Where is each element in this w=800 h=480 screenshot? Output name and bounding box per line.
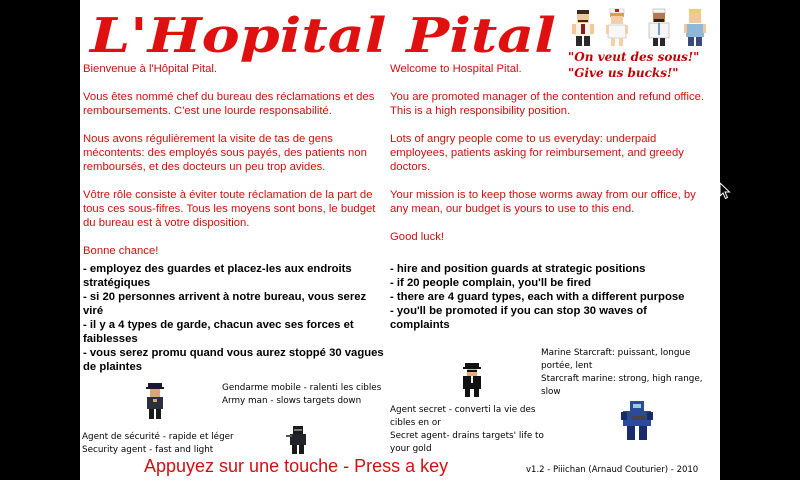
security-agent-caption-fr: Agent de sécurité - rapide et léger bbox=[82, 432, 234, 442]
rule-item: - you'll be promoted if you can stop 30 waves of complaints bbox=[390, 305, 647, 331]
press-any-key-prompt[interactable]: Appuyez sur une touche - Press a key bbox=[144, 456, 449, 476]
english-instructions bbox=[390, 62, 708, 332]
rule-item: - il y a 4 types de garde, chacun avec ses forces et faiblesses bbox=[83, 319, 354, 345]
security-agent-sprite bbox=[285, 425, 311, 455]
rule-item: - employez des guardes et placez-les aux endroits stratégiques bbox=[83, 263, 352, 289]
rule-item: - vous serez promu quand vous aurez stoppé 30 vagues de plaintes bbox=[83, 347, 384, 373]
version-credit: v1.2 - Piiichan (Arnaud Couturier) - 2010 bbox=[526, 465, 699, 475]
rule-item: - hire and position guards at strategic positions bbox=[390, 263, 646, 275]
nurse-sprite bbox=[602, 8, 632, 48]
rule-item: - if 20 people complain, you'll be fired bbox=[390, 277, 592, 289]
welcome-text-en: Welcome to Hospital Pital. bbox=[390, 63, 522, 75]
secret-agent-caption bbox=[390, 404, 560, 456]
security-agent-caption-en: Security agent - fast and light bbox=[82, 445, 214, 455]
starcraft-marine-sprite bbox=[620, 400, 654, 442]
marine-caption bbox=[541, 347, 717, 399]
french-instructions bbox=[83, 62, 388, 374]
intro-text-en: You are promoted manager of the contention and refund office. This is a high responsibility position. bbox=[390, 91, 705, 117]
visits-text-en: Lots of angry people come to us everyday: underpaid employees, patients asking for reimbursement, and greedy doctors. bbox=[390, 133, 684, 173]
mission-text-fr: Vôtre rôle consiste à éviter toute réclamation de la part de tous ces sous-fifres. Tous les moyens sont bons, le budget du bureau est à votre disposition. bbox=[83, 189, 376, 229]
good-luck-text-en: Good luck! bbox=[390, 231, 445, 243]
rule-item: - there are 4 guard types, each with a different purpose bbox=[390, 291, 685, 303]
secret-agent-caption-fr: Agent secret - converti la vie des cibles en or bbox=[390, 405, 536, 428]
quote-fr: "On veut des sous!" bbox=[568, 50, 700, 64]
doctor-sprite bbox=[644, 8, 674, 48]
marine-caption-en: Starcraft marine: strong, high range, slow bbox=[541, 374, 703, 397]
game-title bbox=[88, 2, 558, 62]
mouse-cursor-icon bbox=[719, 182, 731, 200]
secret-agent-sprite bbox=[460, 362, 484, 398]
quote-en: "Give us bucks!" bbox=[568, 66, 679, 80]
army-man-caption bbox=[222, 382, 381, 408]
rule-item: - si 20 personnes arrivent à notre bureau, vous serez viré bbox=[83, 291, 367, 317]
intro-text-fr: Vous êtes nommé chef du bureau des réclamations et des remboursements. C'est une lourde responsabilité. bbox=[83, 91, 375, 117]
rules-list-fr bbox=[83, 262, 388, 374]
secret-agent-caption-en: Secret agent- drains targets' life to your gold bbox=[390, 431, 544, 454]
game-screen[interactable] bbox=[80, 0, 720, 480]
marine-caption-fr: Marine Starcraft: puissant, longue portée, lent bbox=[541, 348, 691, 371]
security-agent-caption bbox=[82, 431, 234, 457]
army-man-caption-en: Army man - slows targets down bbox=[222, 396, 362, 406]
visits-text-fr: Nous avons régulièrement la visite de tas de gens mécontents: des employés sous payés, des patients non remboursés, et des docteurs un peu trop avides. bbox=[83, 133, 367, 173]
welcome-text-fr: Bienvenue à l'Hôpital Pital. bbox=[83, 63, 218, 75]
army-man-caption-fr: Gendarme mobile - ralenti les cibles bbox=[222, 383, 382, 393]
mission-text-en: Your mission is to keep those worms away from our office, by any mean, our budget is yours to use to this end. bbox=[390, 189, 696, 215]
game-title-text: L'Hopital Pital bbox=[88, 8, 557, 62]
patient-sprite bbox=[680, 8, 710, 48]
good-luck-text-fr: Bonne chance! bbox=[83, 245, 159, 257]
mustache-man-sprite bbox=[568, 8, 598, 48]
army-man-sprite bbox=[144, 382, 166, 420]
rules-list-en bbox=[390, 262, 708, 332]
